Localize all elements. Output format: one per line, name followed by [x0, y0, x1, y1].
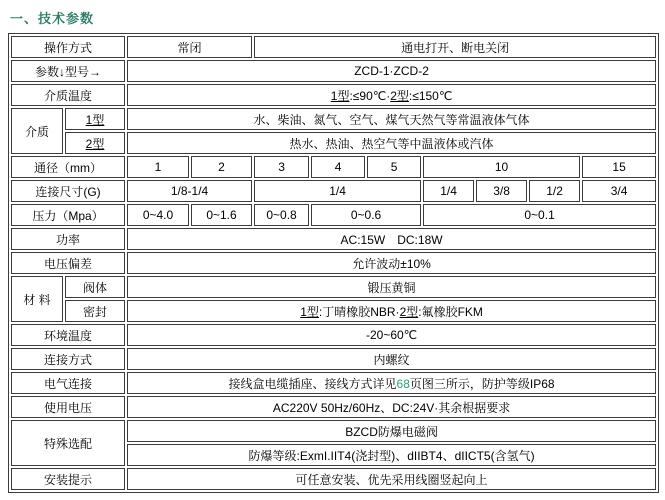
pressure-value-2: 0~1.6 [191, 204, 252, 226]
operation-closed-value: 常闭 [127, 36, 252, 58]
special-label: 特殊选配 [11, 420, 125, 466]
medium-temp-value: 1型:≤90℃·2型:≤150℃ [127, 84, 656, 106]
install-label: 安装提示 [11, 468, 125, 490]
operation-label: 操作方式 [11, 36, 125, 58]
model-label: 参数↓型号→ [11, 60, 125, 82]
material-seal-value: 1型:丁晴橡胶NBR·2型:氟橡胶FKM [127, 300, 656, 322]
thread-value-3: 1/4 [423, 180, 474, 202]
diameter-value-1: 1 [127, 156, 189, 178]
thread-value-1: 1/8-1/4 [127, 180, 252, 202]
material-label: 材 料 [11, 276, 63, 322]
voltage-label: 使用电压 [11, 396, 125, 418]
ambient-temp-label: 环境温度 [11, 324, 125, 346]
row-install [11, 468, 656, 490]
diameter-value-10: 10 [423, 156, 580, 178]
row-medium-type1 [11, 108, 656, 130]
diameter-value-4: 4 [311, 156, 365, 178]
row-material-seal [11, 300, 656, 322]
pressure-value-3: 0~0.8 [254, 204, 309, 226]
row-thread [11, 180, 656, 202]
row-model [11, 60, 656, 82]
pressure-value-1: 0~4.0 [127, 204, 189, 226]
row-medium-type2 [11, 132, 656, 154]
operation-behavior-value: 通电打开、断电关闭 [254, 36, 656, 58]
row-voltage [11, 396, 656, 418]
row-operation [11, 36, 656, 58]
electrical-value: 接线盒电缆插座、接线方式详见68页图三所示，防护等级IP68 [127, 372, 656, 394]
install-value: 可任意安装、优先采用线圈竖起向上 [127, 468, 656, 490]
pressure-value-4: 0~0.6 [311, 204, 421, 226]
material-seal-label: 密封 [65, 300, 125, 322]
spec-table [8, 33, 659, 493]
voltage-tolerance-label: 电压偏差 [11, 252, 125, 274]
power-label: 功率 [11, 228, 125, 250]
row-electrical [11, 372, 656, 394]
row-medium-temp [11, 84, 656, 106]
pressure-label: 压力（Mpa） [11, 204, 125, 226]
medium-type2-value: 热水、热油、热空气等中温液体或汽体 [127, 132, 656, 154]
voltage-value: AC220V 50Hz/60Hz、DC:24V·其余根据要求 [127, 396, 656, 418]
thread-value-6: 3/4 [582, 180, 656, 202]
electrical-label: 电气连接 [11, 372, 125, 394]
material-body-value: 锻压黄铜 [127, 276, 656, 298]
connection-label: 连接方式 [11, 348, 125, 370]
voltage-tolerance-value: 允许波动±10% [127, 252, 656, 274]
thread-value-4: 3/8 [476, 180, 527, 202]
model-value: ZCD-1·ZCD-2 [127, 60, 656, 82]
row-pressure [11, 204, 656, 226]
medium-temp-label: 介质温度 [11, 84, 125, 106]
medium-type1-value: 水、柴油、氮气、空气、煤气天然气等常温液体气体 [127, 108, 656, 130]
connection-value: 内螺纹 [127, 348, 656, 370]
row-ambient-temp [11, 324, 656, 346]
thread-label: 连接尺寸(G) [11, 180, 125, 202]
medium-label: 介质 [11, 108, 63, 154]
row-material-body [11, 276, 656, 298]
special-line2-value: 防爆等级:ExmI.IIT4(浇封型)、dIIBT4、dIICT5(含氢气) [127, 444, 656, 466]
section-title: 一、技术参数 [10, 11, 95, 26]
diameter-value-2: 2 [191, 156, 252, 178]
pressure-value-5: 0~0.1 [423, 204, 656, 226]
row-connection [11, 348, 656, 370]
diameter-value-3: 3 [254, 156, 309, 178]
diameter-value-5: 5 [367, 156, 421, 178]
power-value: AC:15W DC:18W [127, 228, 656, 250]
row-special-1 [11, 420, 656, 442]
diameter-value-15: 15 [582, 156, 656, 178]
thread-value-5: 1/2 [529, 180, 580, 202]
special-line1-value: BZCD防爆电磁阀 [127, 420, 656, 442]
thread-value-2: 1/4 [254, 180, 421, 202]
row-diameter [11, 156, 656, 178]
row-power [11, 228, 656, 250]
medium-type2-label: 2型 [65, 132, 125, 154]
medium-type1-label: 1型 [65, 108, 125, 130]
ambient-temp-value: -20~60℃ [127, 324, 656, 346]
diameter-label: 通径（mm） [11, 156, 125, 178]
material-body-label: 阀体 [65, 276, 125, 298]
row-voltage-tolerance [11, 252, 656, 274]
